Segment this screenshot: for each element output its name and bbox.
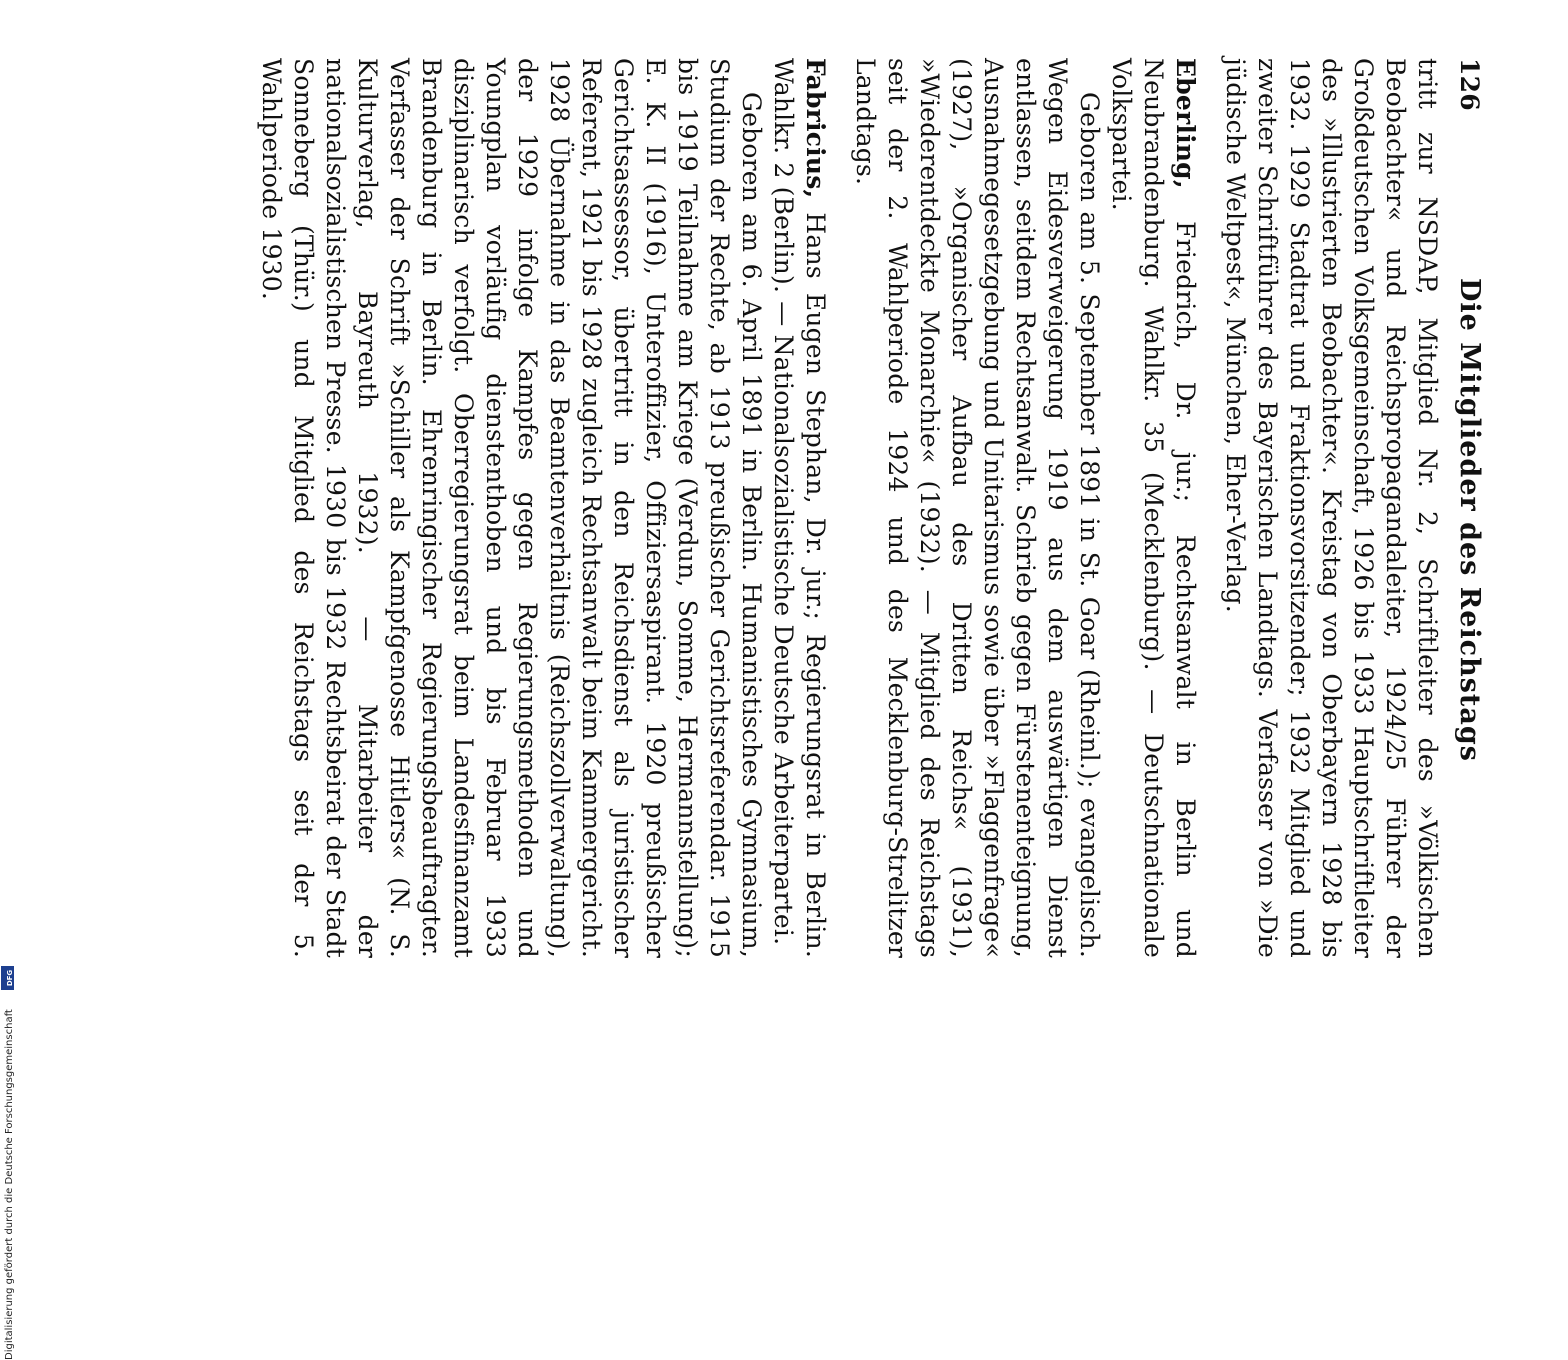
entry-name: Fabricius, <box>801 58 830 199</box>
logo-text: DFG <box>6 969 15 987</box>
continuation-paragraph: tritt zur NSDAP, Mitglied Nr. 2, Schriftleiter des »Völkischen Beobachter« und Reichspropagandaleiter, 1924/25 Führer der Großdeutschen Volksgemeinschaft, 1926 bis 1933 Hauptschriftleiter des »Illustrierten Beobachter«. Kreistag von Oberbayern 1928 bis 1932. 1929 Stadtrat und Fraktionsvorsitzender; 1932 Mitglied und zweiter Schriftführer des Bayerischen Landtags. Verfasser von »Die jüdische Weltpest«, München, Eher-Verlag. <box>1221 58 1442 958</box>
member-entry-eberling <box>849 58 1201 958</box>
dfg-logo <box>1 966 14 990</box>
page-header <box>1451 58 1485 958</box>
running-title: Die Mitglieder des Reichstags <box>1454 278 1485 762</box>
entry-intro <box>767 58 831 958</box>
entry-biography: Geboren am 6. April 1891 in Berlin. Humanistisches Gymnasium, Studium der Rechte, ab 1913 preußischer Gerichtsreferendar. 1915 bis 1919 Teilnahme am Kriege (Verdun, Somme, Hermannstellung); E. K. II (1916), Unteroffizier, Offiziersaspirant. 1920 preußischer Gerichtsassessor, übertritt in den Reichsdienst als juristischer Referent, 1921 bis 1928 zugleich Rechtsanwalt beim Kammergericht. 1928 Übernahme in das Beamtenverhältnis (Reichszollverwaltung), der 1929 infolge Kampfes gegen Regierungsmethoden und Youngplan vorläufig dienstenthoben und bis Februar 1933 disziplinarisch verfolgt. Oberregierungsrat beim Landesfinanzamt Brandenburg in Berlin. Ehrenringischer Regierungsbeauftragter. Verfasser der Schrift »Schiller als Kampfgenosse Hitlers« (N. S. Kulturverlag, Bayreuth 1932). — Mitarbeiter der nationalsozialistischen Presse. 1930 bis 1932 Rechtsbeirat der Stadt Sonneberg (Thür.) und Mitglied des Reichstags seit der 5. Wahlperiode 1930. <box>257 58 766 958</box>
entry-biography: Geboren am 5. September 1891 in St. Goar (Rheinl.); evangelisch. Wegen Eidesverweigerung 1919 aus dem auswärtigen Dienst entlassen, seitdem Rechtsanwalt. Schrieb gegen Fürstenenteignung, Ausnahmegesetzgebung und Unitarismus sowie über »Flaggenfrage« (1927), »Organischer Aufbau des Dritten Reichs« (1931), »Wiederentdeckte Monarchie« (1932). — Mitglied des Reichstags seit der 2. Wahlperiode 1924 und des Mecklenburg-Strelitzer Landtags. <box>851 58 1104 958</box>
credit-text: Digitalisierung gefördert durch die Deutsche Forschungsgemeinschaft <box>4 1009 15 1360</box>
digitization-credit <box>2 0 16 1360</box>
member-entry-fabricius <box>255 58 831 958</box>
entry-intro <box>1105 58 1201 958</box>
entry-details: Friedrich, Dr. jur.; Rechtsanwalt in Berlin und Neubrandenburg. Wahlkr. 35 (Mecklenburg). — Deutschnationale Volkspartei. <box>1107 58 1200 958</box>
entry-name: Eberling, <box>1171 58 1200 189</box>
entry-details: Hans Eugen Stephan, Dr. jur.; Regierungsrat in Berlin. Wahlkr. 2 (Berlin). — Nationalsozialistische Deutsche Arbeiterpartei. <box>769 58 830 958</box>
page-content <box>255 58 1485 958</box>
page-number: 126 <box>1455 58 1484 111</box>
